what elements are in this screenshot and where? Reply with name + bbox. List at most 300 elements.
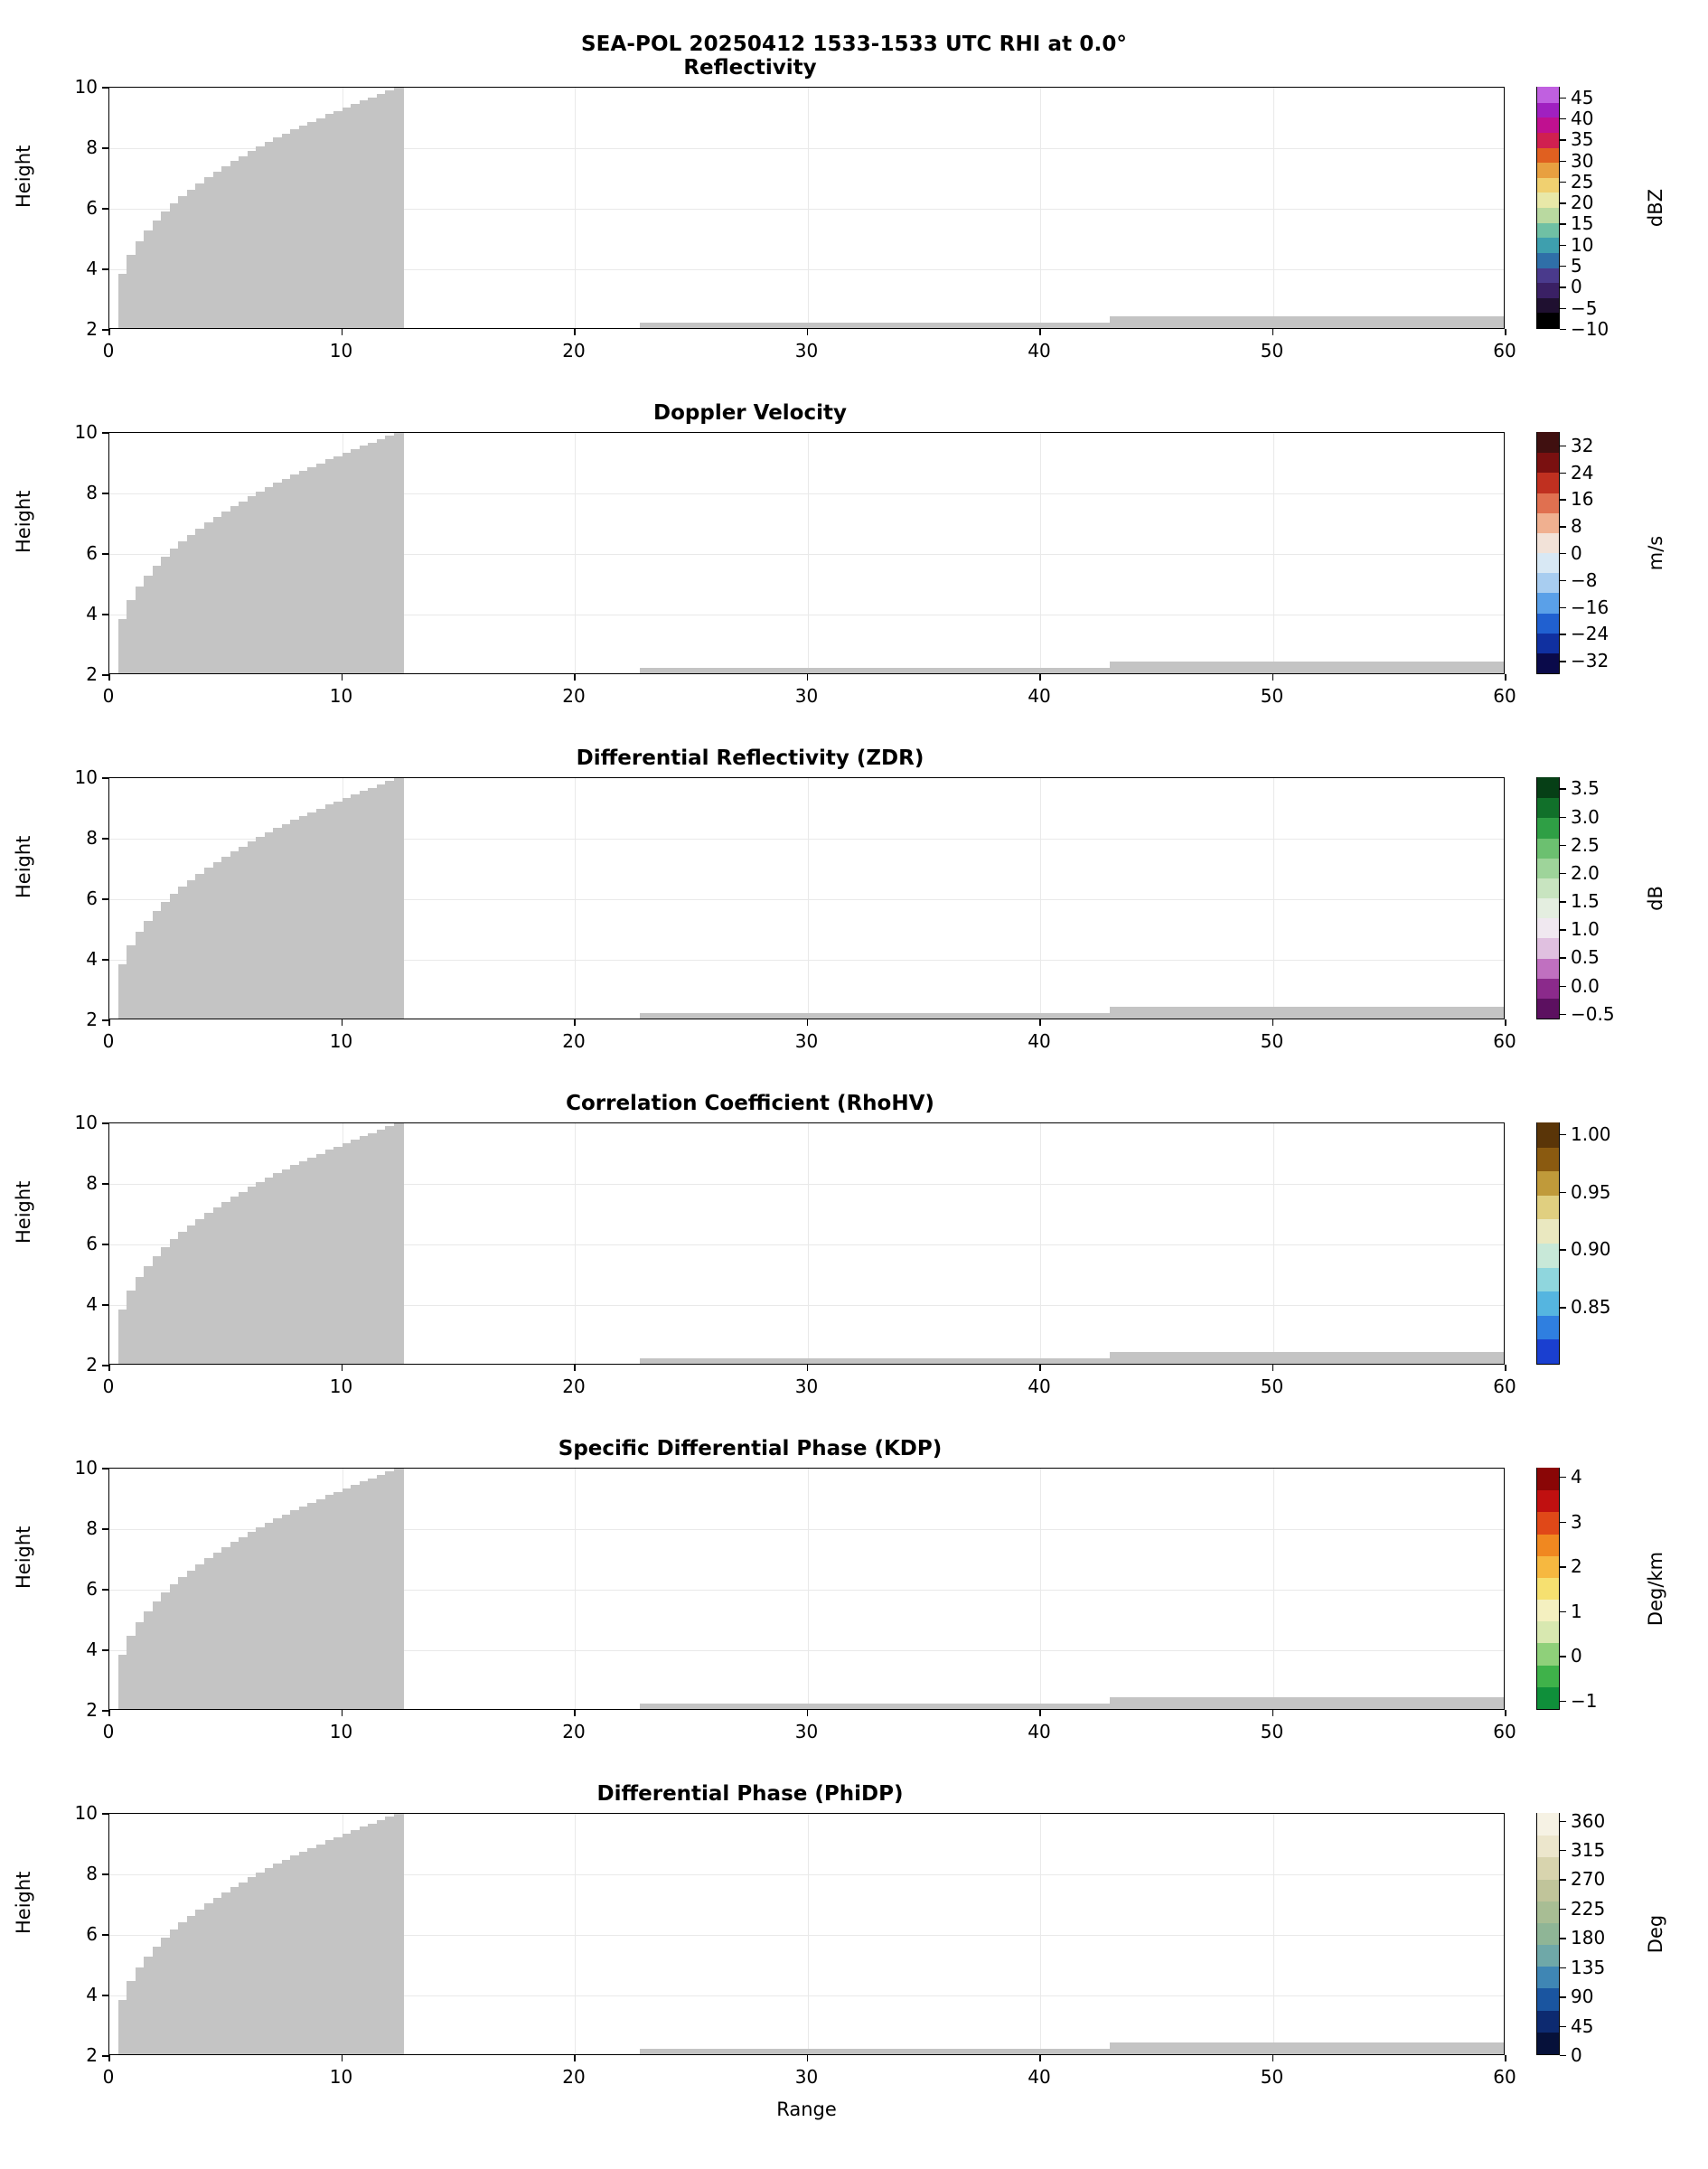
colorbar-tick-mark (1560, 957, 1566, 958)
x-tick-mark (1039, 1710, 1041, 1716)
x-tick-mark (807, 2055, 809, 2061)
x-tick-label: 0 (102, 685, 115, 707)
y-tick-mark (102, 1528, 108, 1530)
gridline-vertical (1040, 1123, 1041, 1364)
x-tick-label: 20 (562, 1721, 586, 1742)
colorbar-segment (1537, 1835, 1559, 1857)
colorbar-segment (1537, 132, 1559, 147)
data-region-band (1110, 1697, 1505, 1710)
plot-area[interactable] (108, 1468, 1505, 1710)
colorbar-segment (1537, 1555, 1559, 1578)
data-region-step (394, 778, 404, 1019)
x-tick-mark (342, 1710, 343, 1716)
colorbar-segment (1537, 797, 1559, 818)
colorbar-tick-label: −5 (1571, 296, 1598, 319)
plot-area[interactable] (108, 87, 1505, 329)
colorbar-tick-mark (1560, 661, 1566, 662)
chart-panel (0, 1437, 1708, 1744)
x-tick-label: 50 (1260, 1030, 1284, 1052)
colorbar-tick-label: 315 (1571, 1839, 1606, 1862)
gridline-vertical (808, 1469, 809, 1709)
colorbar-segment (1537, 1243, 1559, 1267)
y-tick-label: 8 (86, 136, 98, 158)
gridline-vertical (1273, 1123, 1274, 1364)
plot-area[interactable] (108, 432, 1505, 674)
gridline-vertical (1273, 778, 1274, 1019)
x-tick-mark (342, 329, 343, 335)
gridline-vertical (1040, 778, 1041, 1019)
x-tick-mark (108, 2055, 110, 2061)
colorbar-tick-label: −0.5 (1571, 1002, 1615, 1025)
colorbar-segment (1537, 512, 1559, 533)
x-tick-label: 0 (102, 1721, 115, 1742)
colorbar-tick-mark (1560, 817, 1566, 818)
gridline-vertical (575, 1469, 576, 1709)
x-tick-mark (807, 1710, 809, 1716)
colorbar-segment (1537, 2010, 1559, 2033)
x-tick-mark (1505, 1365, 1506, 1371)
colorbar-segment (1537, 268, 1559, 283)
colorbar-unit-label: dB (1645, 886, 1666, 911)
x-tick-label: 0 (102, 1030, 115, 1052)
x-tick-mark (1039, 2055, 1041, 2061)
panel-title: Specific Differential Phase (KDP) (558, 1437, 943, 1460)
y-tick-label: 2 (86, 1699, 98, 1721)
colorbar-segment (1537, 207, 1559, 222)
colorbar-tick-label: 3.5 (1571, 777, 1600, 800)
colorbar-tick-mark (1560, 1821, 1566, 1822)
colorbar-tick-label: −24 (1571, 623, 1609, 645)
panel-title: Correlation Coefficient (RhoHV) (566, 1092, 934, 1115)
colorbar-tick-mark (1560, 98, 1566, 99)
data-region-band (1110, 1007, 1505, 1019)
y-axis-label: Height (13, 1180, 34, 1244)
plot-area[interactable] (108, 777, 1505, 1019)
colorbar-segment (1537, 897, 1559, 918)
data-region-band (640, 1358, 1110, 1365)
x-tick-label: 60 (1493, 1721, 1516, 1742)
colorbar-segment (1537, 917, 1559, 938)
x-tick-mark (807, 329, 809, 335)
colorbar-segment (1537, 2032, 1559, 2054)
data-region-band (1110, 316, 1505, 329)
x-tick-label: 50 (1260, 1376, 1284, 1397)
colorbar-segment (1537, 633, 1559, 653)
colorbar (1536, 777, 1560, 1019)
x-tick-mark (1039, 1365, 1041, 1371)
colorbar-tick-mark (1560, 1996, 1566, 1997)
y-tick-mark (102, 777, 108, 779)
x-tick-mark (1272, 2055, 1274, 2061)
y-tick-label: 2 (86, 1009, 98, 1030)
colorbar-tick-mark (1560, 223, 1566, 224)
colorbar-segment (1537, 613, 1559, 634)
colorbar-tick-mark (1560, 329, 1566, 330)
colorbar-tick-mark (1560, 1850, 1566, 1851)
y-tick-label: 10 (74, 766, 98, 788)
colorbar-tick-label: 20 (1571, 192, 1594, 214)
colorbar-tick-mark (1560, 2026, 1566, 2027)
x-tick-mark (342, 2055, 343, 2061)
x-tick-label: 10 (329, 340, 353, 362)
colorbar-unit-label: Deg/km (1645, 1551, 1666, 1627)
colorbar-tick-label: 45 (1571, 86, 1594, 108)
colorbar-tick-label: 1.00 (1571, 1122, 1611, 1145)
colorbar-segment (1537, 818, 1559, 839)
colorbar-tick-mark (1560, 266, 1566, 267)
x-tick-mark (108, 1019, 110, 1026)
y-tick-mark (102, 1813, 108, 1815)
data-region-step (394, 1814, 404, 2055)
y-tick-mark (102, 959, 108, 961)
y-tick-label: 4 (86, 1984, 98, 2005)
data-region-step (394, 433, 404, 674)
gridline-vertical (575, 1123, 576, 1364)
colorbar-tick-label: −8 (1571, 568, 1598, 591)
chart-panel (0, 1092, 1708, 1399)
y-tick-label: 4 (86, 258, 98, 279)
data-region-band (640, 668, 1110, 674)
x-tick-label: 30 (794, 685, 819, 707)
y-tick-label: 10 (74, 76, 98, 98)
colorbar-tick-mark (1560, 929, 1566, 930)
colorbar-segment (1537, 1122, 1559, 1147)
colorbar-tick-mark (1560, 553, 1566, 554)
colorbar-tick-mark (1560, 1477, 1566, 1478)
colorbar-tick-mark (1560, 118, 1566, 119)
colorbar-tick-label: 0.95 (1571, 1180, 1611, 1203)
data-region-band (1110, 662, 1505, 674)
y-tick-label: 6 (86, 887, 98, 909)
colorbar-segment (1537, 282, 1559, 297)
x-tick-mark (574, 2055, 576, 2061)
colorbar-segment (1537, 1967, 1559, 1989)
colorbar-tick-mark (1560, 1134, 1566, 1135)
y-axis-label: Height (13, 1526, 34, 1589)
colorbar-tick-label: 2 (1571, 1555, 1582, 1578)
y-axis-label: Height (13, 1871, 34, 1934)
colorbar-tick-mark (1560, 901, 1566, 902)
colorbar-tick-label: 0.5 (1571, 946, 1600, 969)
x-tick-label: 40 (1028, 685, 1051, 707)
y-tick-mark (102, 1183, 108, 1185)
y-tick-mark (102, 1019, 108, 1021)
y-tick-mark (102, 493, 108, 494)
y-tick-mark (102, 1934, 108, 1936)
colorbar-segment (1537, 1339, 1559, 1364)
colorbar-tick-label: 135 (1571, 1956, 1606, 1978)
colorbar-tick-mark (1560, 986, 1566, 987)
colorbar-tick-mark (1560, 1522, 1566, 1523)
y-tick-label: 6 (86, 1923, 98, 1945)
colorbar-segment (1537, 1219, 1559, 1244)
colorbar-tick-label: 0.0 (1571, 974, 1600, 997)
y-tick-mark (102, 1304, 108, 1306)
colorbar-unit-label: dBZ (1645, 188, 1666, 228)
colorbar-tick-mark (1560, 1656, 1566, 1657)
colorbar-segment (1537, 1468, 1559, 1490)
y-tick-label: 8 (86, 482, 98, 503)
colorbar-tick-label: 40 (1571, 107, 1594, 129)
colorbar-tick-label: 25 (1571, 170, 1594, 192)
data-region-band (1110, 2042, 1505, 2055)
x-tick-label: 50 (1260, 685, 1284, 707)
x-tick-label: 60 (1493, 685, 1516, 707)
colorbar-tick-label: 0.90 (1571, 1238, 1611, 1261)
y-tick-mark (102, 268, 108, 270)
colorbar-tick-mark (1560, 1307, 1566, 1308)
colorbar-segment (1537, 1813, 1559, 1836)
y-tick-mark (102, 1710, 108, 1712)
colorbar-tick-mark (1560, 499, 1566, 500)
gridline-vertical (575, 1814, 576, 2054)
gridline-vertical (1040, 433, 1041, 673)
gridline-vertical (575, 433, 576, 673)
x-tick-label: 0 (102, 1376, 115, 1397)
colorbar-segment (1537, 1534, 1559, 1556)
x-tick-label: 20 (562, 685, 586, 707)
y-tick-mark (102, 432, 108, 434)
x-tick-label: 60 (1493, 1376, 1516, 1397)
x-tick-mark (574, 674, 576, 681)
colorbar-segment (1537, 452, 1559, 473)
x-tick-label: 40 (1028, 2066, 1051, 2088)
x-tick-mark (342, 674, 343, 681)
colorbar-segment (1537, 1857, 1559, 1880)
colorbar-segment (1537, 1147, 1559, 1171)
gridline-vertical (808, 433, 809, 673)
colorbar-tick-label: 0 (1571, 276, 1582, 298)
x-tick-mark (574, 329, 576, 335)
x-tick-mark (1505, 1019, 1506, 1026)
colorbar-tick-mark (1560, 1909, 1566, 1910)
x-tick-label: 20 (562, 1030, 586, 1052)
y-tick-mark (102, 838, 108, 840)
colorbar-tick-mark (1560, 580, 1566, 581)
y-tick-mark (102, 898, 108, 900)
colorbar-tick-mark (1560, 2055, 1566, 2056)
y-tick-mark (102, 147, 108, 149)
colorbar-tick-label: −16 (1571, 596, 1609, 618)
y-tick-mark (102, 1649, 108, 1651)
colorbar-tick-label: 270 (1571, 1868, 1606, 1891)
colorbar-segment (1537, 1901, 1559, 1923)
colorbar-tick-mark (1560, 1566, 1566, 1567)
colorbar-segment (1537, 878, 1559, 898)
colorbar-segment (1537, 858, 1559, 878)
colorbar-tick-label: 32 (1571, 434, 1594, 456)
x-tick-mark (1272, 674, 1274, 681)
x-tick-mark (1505, 674, 1506, 681)
gridline-vertical (1273, 1469, 1274, 1709)
x-tick-label: 10 (329, 1376, 353, 1397)
colorbar-segment (1537, 117, 1559, 132)
y-tick-mark (102, 208, 108, 210)
y-tick-mark (102, 1365, 108, 1366)
x-tick-label: 30 (794, 2066, 819, 2088)
colorbar-tick-label: 16 (1571, 488, 1594, 511)
x-tick-mark (807, 674, 809, 681)
x-tick-mark (807, 1365, 809, 1371)
colorbar-segment (1537, 147, 1559, 163)
chart-panel (0, 746, 1708, 1054)
x-tick-mark (574, 1019, 576, 1026)
colorbar-segment (1537, 552, 1559, 573)
chart-panel (0, 1782, 1708, 2120)
colorbar-tick-mark (1560, 788, 1566, 789)
x-tick-label: 20 (562, 340, 586, 362)
colorbar-tick-label: 180 (1571, 1927, 1606, 1949)
colorbar-segment (1537, 938, 1559, 959)
colorbar-tick-label: 1.5 (1571, 890, 1600, 913)
panel-title: Differential Phase (PhiDP) (596, 1782, 904, 1806)
colorbar-tick-label: 3.0 (1571, 805, 1600, 828)
panel-title: Reflectivity (683, 56, 817, 80)
colorbar-tick-mark (1560, 1938, 1566, 1939)
colorbar-tick-mark (1560, 1249, 1566, 1250)
colorbar-segment (1537, 998, 1559, 1019)
colorbar-tick-label: −1 (1571, 1690, 1598, 1713)
colorbar (1536, 1122, 1560, 1365)
y-axis-label: Height (13, 145, 34, 208)
colorbar-segment (1537, 1489, 1559, 1512)
chart-panel (0, 56, 1708, 363)
colorbar-tick-label: 30 (1571, 149, 1594, 172)
colorbar-tick-mark (1560, 1611, 1566, 1612)
x-tick-label: 30 (794, 1376, 819, 1397)
data-region-band (640, 1704, 1110, 1710)
colorbar-tick-label: 45 (1571, 2014, 1594, 2037)
x-tick-label: 10 (329, 1721, 353, 1742)
gridline-vertical (575, 88, 576, 328)
x-tick-mark (574, 1710, 576, 1716)
colorbar-segment (1537, 1643, 1559, 1666)
y-tick-label: 8 (86, 1172, 98, 1194)
x-tick-mark (108, 1710, 110, 1716)
y-tick-mark (102, 674, 108, 676)
x-tick-mark (108, 674, 110, 681)
y-tick-label: 4 (86, 1293, 98, 1315)
x-tick-mark (342, 1365, 343, 1371)
colorbar-segment (1537, 1988, 1559, 2011)
gridline-vertical (808, 778, 809, 1019)
colorbar-tick-label: 0.85 (1571, 1296, 1611, 1319)
colorbar-tick-label: −32 (1571, 650, 1609, 672)
data-region-band (640, 1013, 1110, 1019)
gridline-vertical (808, 1123, 809, 1364)
colorbar-segment (1537, 162, 1559, 177)
x-tick-mark (807, 1019, 809, 1026)
gridline-vertical (1040, 1814, 1041, 2054)
colorbar-segment (1537, 1291, 1559, 1315)
colorbar-segment (1537, 653, 1559, 673)
colorbar-tick-mark (1560, 845, 1566, 846)
y-tick-mark (102, 1589, 108, 1591)
plot-area[interactable] (108, 1813, 1505, 2055)
y-tick-label: 8 (86, 827, 98, 849)
colorbar-segment (1537, 192, 1559, 208)
colorbar-unit-label: m/s (1645, 535, 1666, 571)
colorbar-tick-label: 1 (1571, 1600, 1582, 1622)
colorbar-tick-mark (1560, 286, 1566, 287)
x-tick-mark (574, 1365, 576, 1371)
x-tick-mark (1039, 329, 1041, 335)
colorbar-segment (1537, 593, 1559, 614)
colorbar-tick-label: 360 (1571, 1809, 1606, 1832)
x-tick-mark (1272, 1365, 1274, 1371)
x-tick-mark (1039, 1019, 1041, 1026)
y-tick-label: 10 (74, 421, 98, 443)
colorbar-segment (1537, 473, 1559, 493)
colorbar-segment (1537, 1577, 1559, 1600)
x-tick-label: 40 (1028, 1030, 1051, 1052)
y-axis-label: Height (13, 835, 34, 898)
y-tick-label: 2 (86, 663, 98, 685)
colorbar-tick-label: 2.5 (1571, 833, 1600, 856)
colorbar-tick-label: 35 (1571, 128, 1594, 151)
x-tick-label: 40 (1028, 1376, 1051, 1397)
y-tick-mark (102, 1244, 108, 1245)
colorbar-tick-label: 1.0 (1571, 918, 1600, 941)
colorbar-tick-label: 15 (1571, 212, 1594, 235)
colorbar-tick-label: 0 (1571, 542, 1582, 564)
y-tick-label: 6 (86, 197, 98, 219)
colorbar-tick-mark (1560, 1967, 1566, 1968)
colorbar-segment (1537, 1879, 1559, 1901)
figure-suptitle: SEA-POL 20250412 1533-1533 UTC RHI at 0.0° (580, 33, 1128, 56)
colorbar-segment (1537, 252, 1559, 268)
x-tick-label: 50 (1260, 2066, 1284, 2088)
plot-area[interactable] (108, 1122, 1505, 1365)
colorbar-tick-mark (1560, 308, 1566, 309)
colorbar-tick-label: 24 (1571, 461, 1594, 484)
colorbar-segment (1537, 1512, 1559, 1535)
data-region-band (640, 323, 1110, 329)
colorbar-tick-mark (1560, 161, 1566, 162)
colorbar-segment (1537, 1195, 1559, 1219)
x-tick-label: 40 (1028, 340, 1051, 362)
colorbar-segment (1537, 313, 1559, 328)
x-tick-label: 50 (1260, 1721, 1284, 1742)
y-tick-label: 4 (86, 1638, 98, 1660)
colorbar-segment (1537, 237, 1559, 252)
colorbar-segment (1537, 102, 1559, 117)
colorbar-tick-mark (1560, 526, 1566, 527)
colorbar-tick-mark (1560, 873, 1566, 874)
colorbar-segment (1537, 978, 1559, 999)
colorbar-segment (1537, 1665, 1559, 1687)
x-tick-label: 10 (329, 685, 353, 707)
colorbar-segment (1537, 777, 1559, 798)
colorbar-segment (1537, 432, 1559, 453)
colorbar-tick-label: 10 (1571, 233, 1594, 256)
data-region-step (394, 1123, 404, 1365)
y-tick-mark (102, 614, 108, 615)
colorbar-segment (1537, 222, 1559, 238)
y-tick-label: 2 (86, 318, 98, 340)
data-region-band (1110, 1352, 1505, 1365)
y-tick-label: 8 (86, 1517, 98, 1539)
colorbar-segment (1537, 1944, 1559, 1967)
y-tick-label: 6 (86, 1578, 98, 1600)
x-tick-label: 60 (1493, 2066, 1516, 2088)
x-tick-label: 20 (562, 1376, 586, 1397)
colorbar-segment (1537, 177, 1559, 192)
colorbar-tick-mark (1560, 473, 1566, 474)
y-tick-mark (102, 87, 108, 89)
colorbar (1536, 432, 1560, 674)
colorbar (1536, 1813, 1560, 2055)
